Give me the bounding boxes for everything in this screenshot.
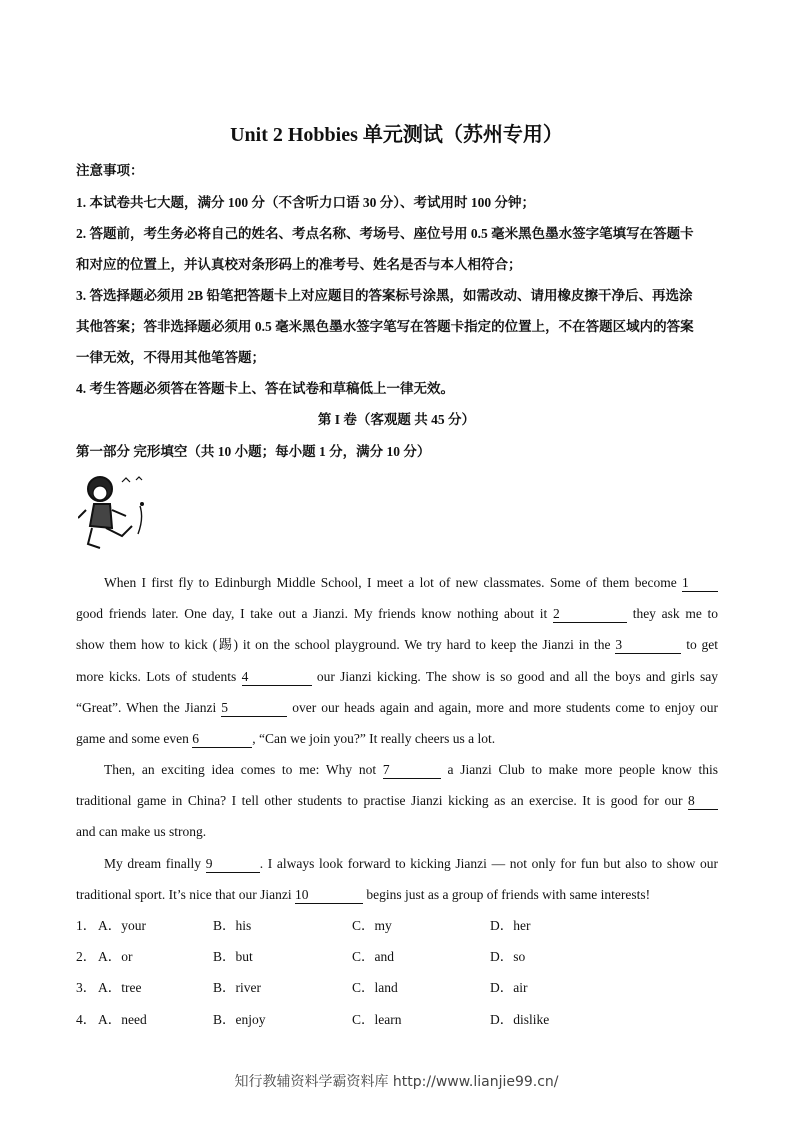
- notice-item: 其他答案；答非选择题必须用 0.5 毫米黑色墨水签字笔写在答题卡指定的位置上，不在答题区域内的答案: [76, 319, 694, 334]
- question-row: [76, 941, 718, 972]
- answer-blank-8: 8: [688, 793, 718, 810]
- question-options: [76, 910, 718, 1035]
- option-a[interactable]: A．need: [98, 1011, 147, 1027]
- option-a[interactable]: A．your: [98, 918, 146, 933]
- passage-text: a Jianzi Club to make more people know this: [447, 762, 719, 777]
- answer-blank-10: 10: [295, 887, 363, 904]
- question-row: [76, 972, 718, 1003]
- passage-paragraph-2: [76, 754, 718, 848]
- question-row: [76, 1004, 718, 1035]
- passage-text: traditional game in China? I tell other students to practise Jianzi kicking as an exercise. It is good for our: [76, 793, 683, 809]
- passage-text: begins just as a group of friends with same interests!: [366, 887, 651, 903]
- passage-text: Then, an exciting idea comes to me: Why not: [104, 762, 377, 777]
- option-c[interactable]: C．land: [352, 980, 398, 996]
- answer-blank-1: 1: [682, 575, 718, 592]
- notice-item: 1. 本试卷共七大题，满分 100 分（不含听力口语 30 分）、考试用时 100 分钟；: [76, 195, 535, 210]
- answer-blank-2: 2: [553, 606, 627, 623]
- passage-text: our Jianzi kicking. The show is so good and all the boys and girls say: [316, 668, 719, 684]
- passage-text: game and some even: [76, 730, 189, 746]
- passage-text: and can make us strong.: [76, 824, 207, 840]
- option-c[interactable]: C．my: [352, 918, 392, 933]
- answer-blank-5: 5: [221, 700, 287, 717]
- answer-blank-3: 3: [615, 637, 681, 654]
- option-b[interactable]: B．but: [213, 949, 253, 965]
- passage-text: good friends later. One day, I take out a Jianzi. My friends know nothing about it: [76, 606, 548, 622]
- option-a[interactable]: A．or: [98, 949, 133, 965]
- page-title: Unit 2 Hobbies 单元测试（苏州专用）: [230, 124, 563, 146]
- question-number: 2．: [76, 949, 97, 965]
- answer-blank-9: 9: [206, 856, 260, 873]
- passage-paragraph-3: [76, 848, 718, 910]
- question-number: 1．: [76, 918, 97, 933]
- option-c[interactable]: C．and: [352, 949, 394, 965]
- passage-text: “Great”. When the Jianzi: [76, 699, 217, 715]
- option-b[interactable]: B．his: [213, 918, 252, 933]
- passage-text: they ask me to: [632, 606, 719, 622]
- passage-text: show them how to kick (踢) it on the school playground. We try hard to keep the Jianzi in the: [76, 637, 611, 653]
- passage-text: over our heads again and again, more and more students come to enjoy our: [292, 699, 719, 715]
- passage-text: My dream finally: [104, 856, 202, 871]
- option-b[interactable]: B．enjoy: [213, 1011, 266, 1027]
- notice-item: 和对应的位置上，并认真校对条形码上的准考号、姓名是否与本人相符合；: [76, 257, 522, 272]
- passage-text: traditional sport. It’s nice that our Jianzi: [76, 887, 292, 903]
- question-number: 4．: [76, 1011, 97, 1027]
- passage-text: . I always look forward to kicking Jianzi — not only for fun but also to show our: [259, 856, 718, 871]
- answer-blank-6: 6: [192, 731, 252, 748]
- question-row: [76, 910, 718, 941]
- option-d[interactable]: D．air: [490, 980, 528, 996]
- passage-paragraph-1: [76, 567, 718, 754]
- notice-item: 4. 考生答题必须答在答题卡上、答在试卷和草稿低上一律无效。: [76, 381, 454, 396]
- passage-text: more kicks. Lots of students: [76, 668, 237, 684]
- notice-item: 一律无效，不得用其他笔答题；: [76, 350, 265, 365]
- option-c[interactable]: C．learn: [352, 1011, 402, 1027]
- passage-text: , “Can we join you?” It really cheers us a lot.: [252, 730, 496, 746]
- notice-item: 2. 答题前，考生务必将自己的姓名、考点名称、考场号、座位号用 0.5 毫米黑色墨水签字笔填写在答题卡: [76, 226, 694, 241]
- option-b[interactable]: B．river: [213, 980, 261, 996]
- option-d[interactable]: D．dislike: [490, 1011, 550, 1027]
- option-d[interactable]: D．her: [490, 918, 531, 933]
- part-title: 第一部分 完形填空（共 10 小题；每小题 1 分，满分 10 分）: [76, 444, 431, 459]
- passage-text: to get: [686, 637, 719, 653]
- answer-blank-4: 4: [242, 669, 312, 686]
- option-a[interactable]: A．tree: [98, 980, 142, 996]
- option-d[interactable]: D．so: [490, 949, 526, 965]
- volume-title: 第 I 卷（客观题 共 45 分）: [317, 412, 476, 427]
- footer-watermark: 知行教辅资料学霸资料库 http://www.lianjie99.cn/: [234, 1074, 559, 1090]
- passage-text: When I first fly to Edinburgh Middle School, I meet a lot of new classmates. Some of them become: [104, 575, 677, 590]
- question-number: 3．: [76, 980, 97, 996]
- notice-heading: 注意事项：: [76, 163, 144, 178]
- boy-kicking-jianzi-illustration: [78, 474, 158, 556]
- notice-item: 3. 答选择题必须用 2B 铅笔把答题卡上对应题目的答案标号涂黑，如需改动、请用橡皮擦干净后、再选涂: [76, 288, 693, 303]
- answer-blank-7: 7: [383, 762, 441, 779]
